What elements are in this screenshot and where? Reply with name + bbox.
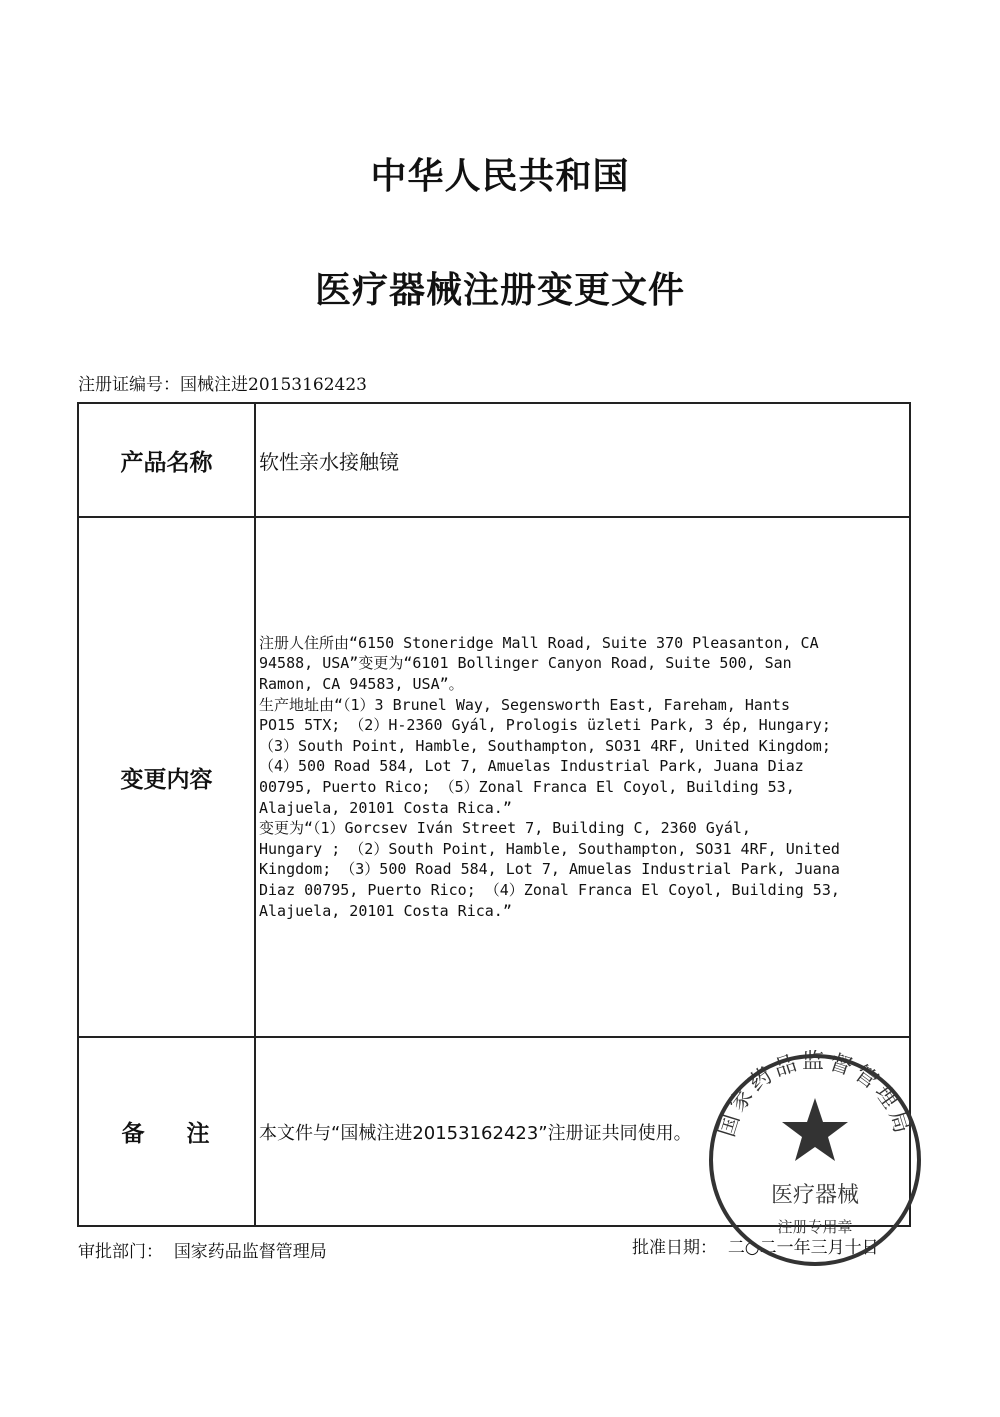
document-title: 医疗器械注册变更文件	[314, 270, 685, 311]
product-name: 软性亲水接触镜	[259, 449, 399, 474]
change-content: 注册人住所由“6150 Stoneridge Mall Road, Suite 370 Pleasanton, CA 94588, USA”变更为“6101 Bollinger Canyon Road, Suite 500, San Ramon, CA 94583, USA”。 生产地址由“（1）3 Brunel Way, Segensworth East, Fareham, Hants PO15 5TX; （2）H-2360 Gyál, Prologis üzleti Park, 3 ép, Hungary; （3）South Point, Hamble, Southampton, SO31 4RF, United Kingdom; （4）500 Road 584, Lot 7, Amuelas Industrial Park, Juana Diaz 00795, Puerto Rico; （5）Zonal Franca El Coyol, Building 53, Alajuela, 20101 Costa Rica.” 变更为“（1）Gorcsev Iván Street 7, Building C, 2360 Gyál, Hungary ; （2）South Point, Hamble, Southampton, SO31 4RF, United Kingdom; （3）500 Road 584, Lot 7, Amuelas Industrial Park, Juana Diaz 00795, Puerto Rico; （4）Zonal Franca El Coyol, Building 53, Alajuela, 20101 Costa Rica.”	[259, 633, 840, 920]
department-label: 审批部门：	[78, 1242, 163, 1262]
seal-center-text: 医疗器械	[770, 1183, 860, 1208]
registration-number: 国械注进20153162423	[180, 375, 367, 395]
change-content-label: 变更内容	[79, 518, 256, 1036]
department-name: 国家药品监督管理局	[173, 1242, 327, 1262]
product-name-cell	[256, 404, 909, 516]
seal-star-icon	[782, 1098, 848, 1161]
country-heading: 中华人民共和国	[370, 156, 630, 197]
product-name-label: 产品名称	[79, 404, 256, 516]
change-content-cell	[256, 518, 909, 1036]
registration-number-line	[78, 370, 367, 395]
change-row	[79, 518, 909, 1038]
date-label: 批准日期：	[632, 1238, 717, 1258]
approval-department-line	[78, 1237, 327, 1262]
seal-bottom-text: 注册专用章	[777, 1218, 853, 1236]
remark-text: 本文件与“国械注进20153162423”注册证共同使用。	[259, 1122, 692, 1144]
date-value: 二○二一年三月十日	[727, 1238, 879, 1258]
registration-label: 注册证编号：	[78, 375, 180, 395]
seal-ring-text: 国家药品监督管理局	[714, 1050, 916, 1140]
product-row	[79, 404, 909, 518]
remark-label: 备注	[79, 1038, 256, 1225]
official-seal-stamp	[705, 1050, 925, 1270]
